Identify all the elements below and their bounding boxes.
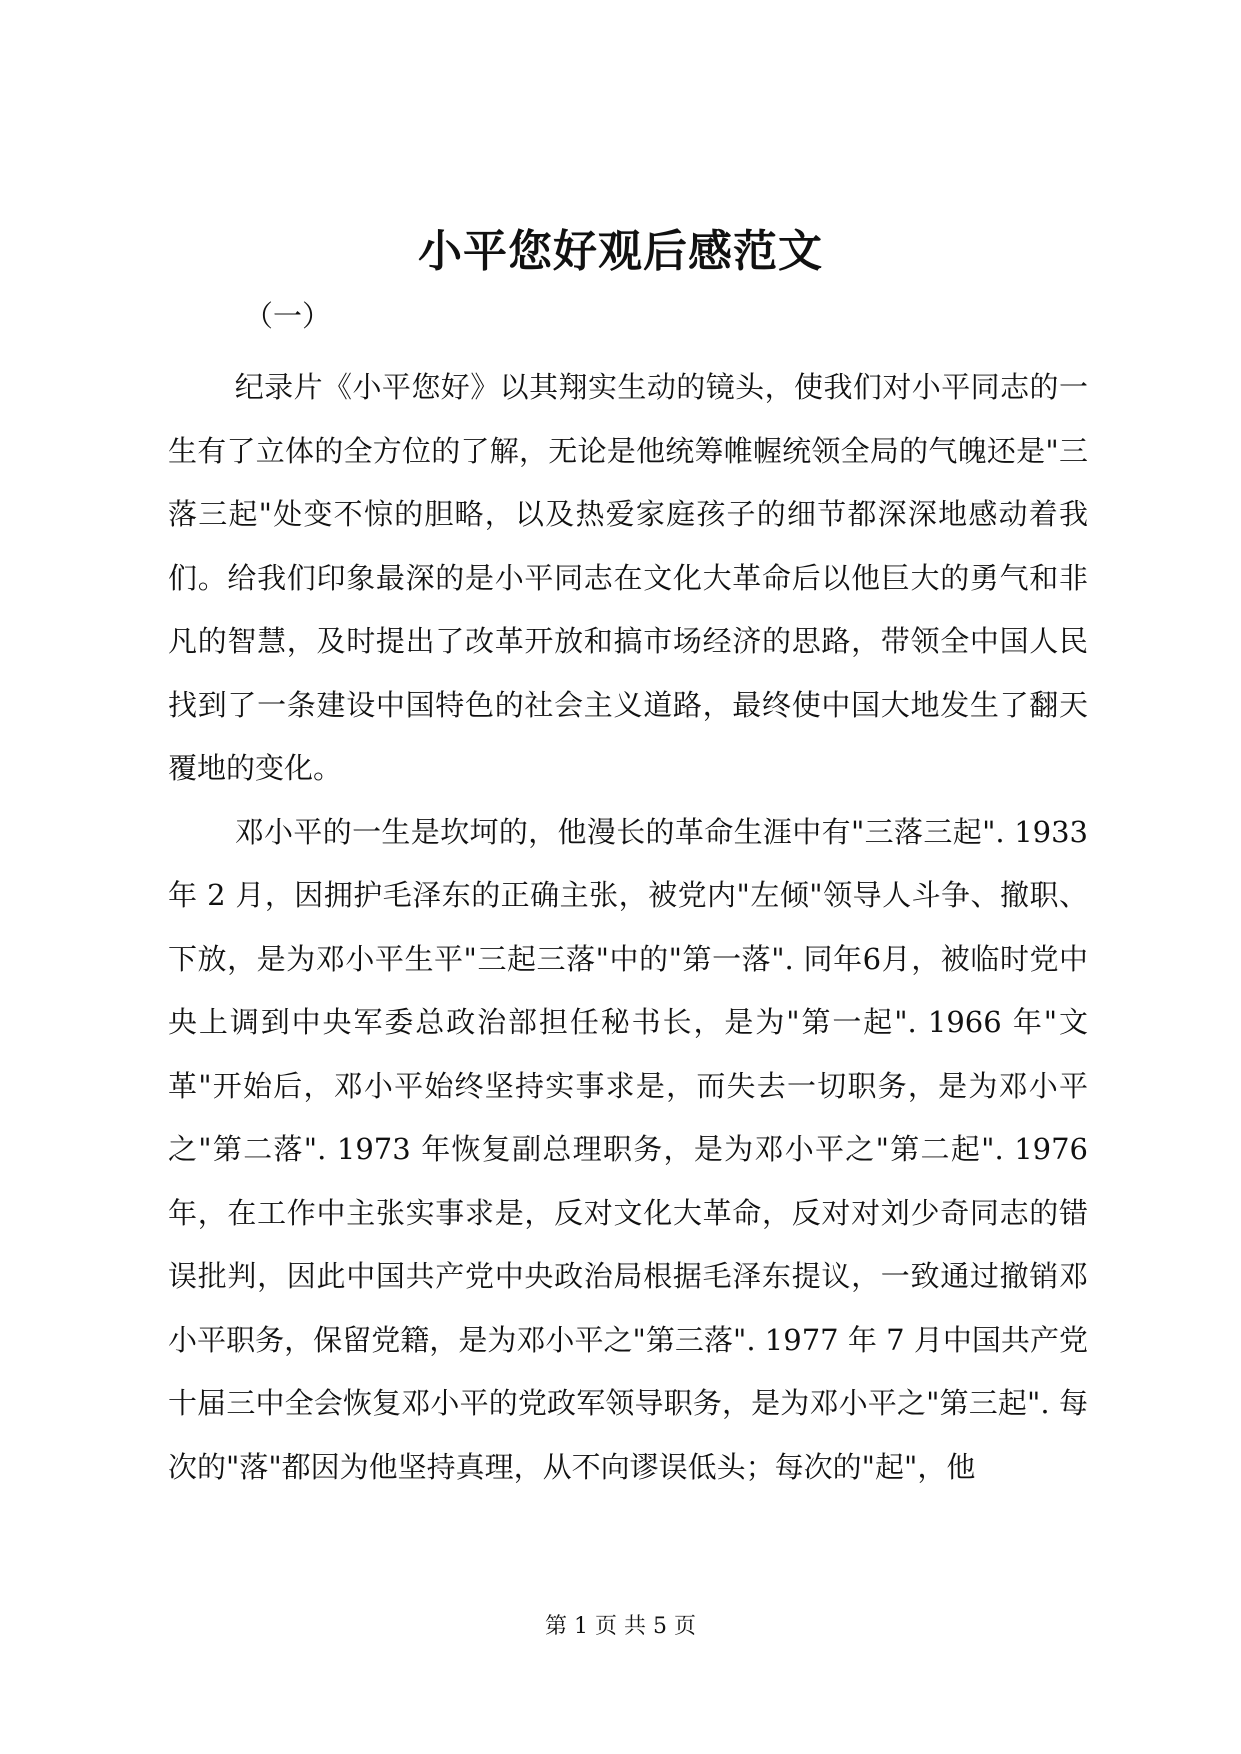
document-title: 小平您好观后感范文 (418, 226, 823, 277)
section-label: （一） (244, 299, 332, 333)
document-body (168, 356, 1088, 1499)
paragraph: 邓小平的一生是坎坷的，他漫长的革命生涯中有"三落三起". 1933 年 2 月，因拥护毛泽东的正确主张，被党内"左倾"领导人斗争、撤职、下放，是为邓小平生平"三起三落"中的"第一落". 同年6月，被临时党中央上调到中央军委总政治部担任秘书长，是为"第一起". 1966 年"文革"开始后，邓小平始终坚持实事求是，而失去一切职务，是为邓小平之"第二落". 1973 年恢复副总理职务，是为邓小平之"第二起". 1976 年，在工作中主张实事求是，反对文化大革命，反对对刘少奇同志的错误批判，因此中国共产党中央政治局根据毛泽东提议，一致通过撤销邓小平职务，保留党籍，是为邓小平之"第三落". 1977 年 7 月中国共产党十届三中全会恢复邓小平的党政军领导职务，是为邓小平之"第三起". 每次的"落"都因为他坚持真理，从不向谬误低头；每次的"起"，他 (168, 814, 1088, 1484)
paragraph: 纪录片《小平您好》以其翔实生动的镜头，使我们对小平同志的一生有了立体的全方位的了解，无论是他统筹帷幄统领全局的气魄还是"三落三起"处变不惊的胆略，以及热爱家庭孩子的细节都深深地感动着我们。给我们印象最深的是小平同志在文化大革命后以他巨大的勇气和非凡的智慧，及时提出了改革开放和搞市场经济的思路，带领全中国人民找到了一条建设中国特色的社会主义道路，最终使中国大地发生了翻天覆地的变化。 (168, 370, 1088, 785)
page-footer: 第 1 页 共 5 页 (545, 1614, 696, 1639)
